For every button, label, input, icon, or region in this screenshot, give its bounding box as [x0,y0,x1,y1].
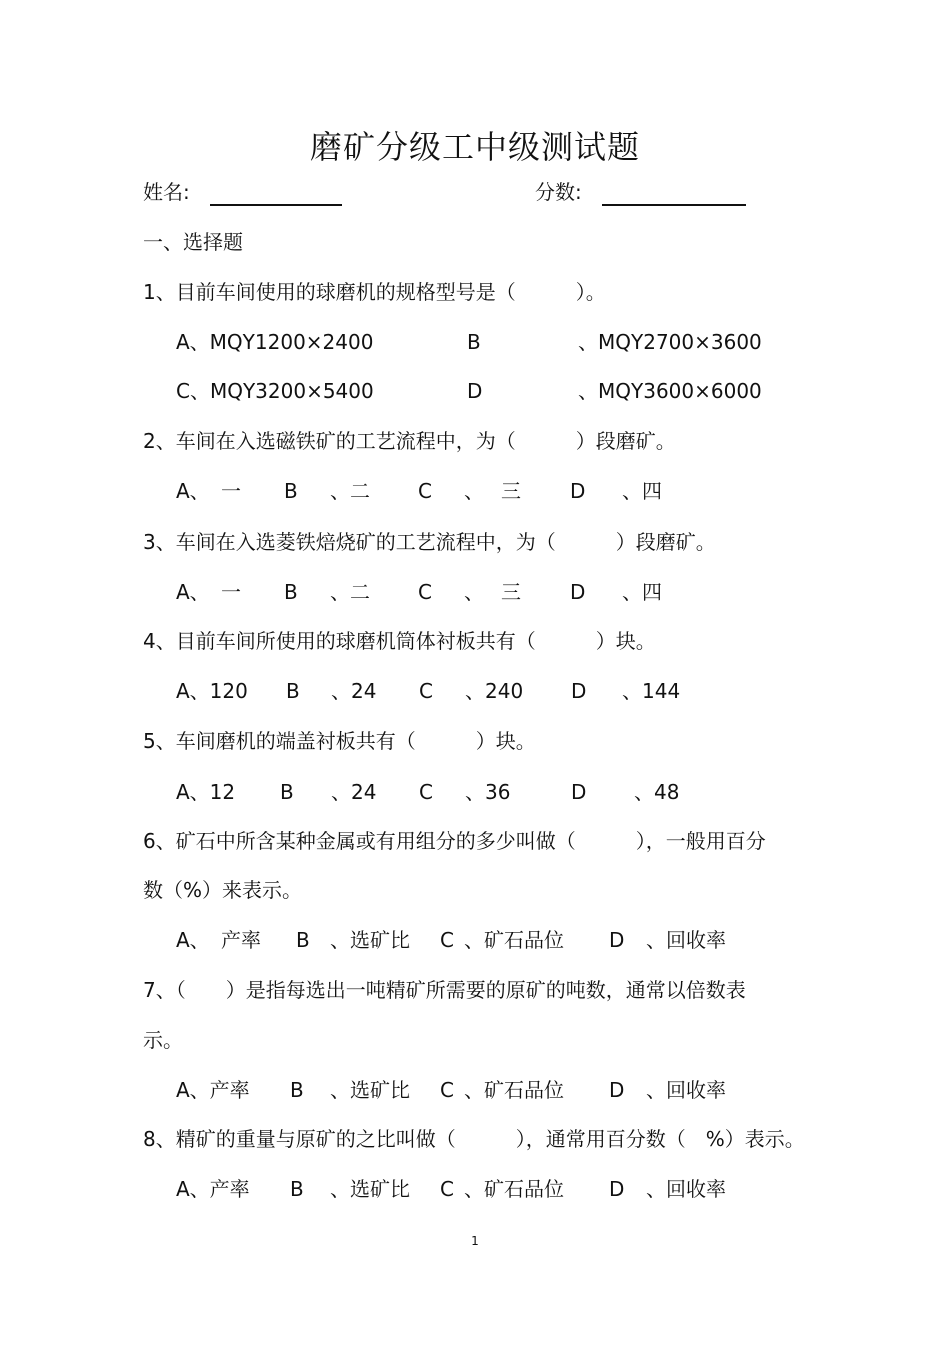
q6-option-b: 、选矿比 [330,928,410,952]
q7-option-d: 、回收率 [646,1078,726,1102]
q2-option-a-letter: A、 [176,479,210,503]
question-2: 2、车间在入选磁铁矿的工艺流程中，为（ ）段磨矿。 [143,429,676,453]
q3-option-a: 一 [221,580,241,604]
q4-option-b-letter: B [286,679,300,703]
q5-option-d: 、48 [634,780,680,804]
q7-option-a: A、产率 [176,1078,250,1102]
q3-option-b: 、二 [330,580,370,604]
score-blank-line [602,182,746,206]
name-field [143,178,342,206]
q8-option-b-letter: B [290,1177,304,1201]
q2-option-c-letter: C [418,479,432,503]
q6-option-c: 、矿石品位 [464,928,564,952]
q1-option-d-letter: D [467,379,483,403]
question-3: 3、车间在入选菱铁焙烧矿的工艺流程中，为（ ）段磨矿。 [143,530,716,554]
q5-option-b-letter: B [280,780,294,804]
q7-option-c-letter: C [440,1078,454,1102]
q3-option-c-sep: 、 [464,580,484,604]
q4-option-d: 、144 [622,679,681,703]
section-heading: 一、选择题 [143,230,243,254]
q5-option-d-letter: D [571,780,587,804]
q2-option-d-letter: D [570,479,586,503]
q3-option-d: 、四 [622,580,662,604]
name-blank-line [210,182,342,206]
q8-option-d-letter: D [609,1177,625,1201]
q1-option-d: 、MQY3600×6000 [578,379,762,403]
q5-option-a: A、12 [176,780,236,804]
question-5: 5、车间磨机的端盖衬板共有（ ）块。 [143,729,536,753]
q6-option-a-letter: A、 [176,928,210,952]
score-field [535,178,746,206]
question-6-line-2: 数（%）来表示。 [143,878,303,902]
q3-option-c: 三 [501,580,521,604]
q4-option-d-letter: D [571,679,587,703]
q2-option-c-sep: 、 [464,479,484,503]
question-7-line-2: 示。 [143,1028,183,1052]
name-label: 姓名: [143,180,190,204]
page-number: 1 [471,1234,479,1248]
q4-option-b: 、24 [331,679,377,703]
q2-option-d: 、四 [622,479,662,503]
q8-option-a: A、产率 [176,1177,250,1201]
q2-option-b: 、二 [330,479,370,503]
q5-option-c-letter: C [419,780,433,804]
q4-option-c-letter: C [419,679,433,703]
q8-option-c-letter: C [440,1177,454,1201]
q6-option-a: 产率 [221,928,261,952]
q7-option-b: 、选矿比 [330,1078,410,1102]
q2-option-b-letter: B [284,479,298,503]
document-title: 磨矿分级工中级测试题 [309,128,640,166]
question-8: 8、精矿的重量与原矿的之比叫做（ ），通常用百分数（ %）表示。 [143,1127,805,1151]
q1-option-a: A、MQY1200×2400 [176,330,374,354]
q8-option-c: 、矿石品位 [464,1177,564,1201]
q2-option-a: 一 [221,479,241,503]
q1-option-b: 、MQY2700×3600 [578,330,762,354]
question-4: 4、目前车间所使用的球磨机筒体衬板共有（ ）块。 [143,629,656,653]
q5-option-c: 、36 [465,780,511,804]
q3-option-d-letter: D [570,580,586,604]
q1-option-b-letter: B [467,330,481,354]
q6-option-d-letter: D [609,928,625,952]
q4-option-c: 、240 [465,679,524,703]
q4-option-a: A、120 [176,679,248,703]
q2-option-c: 三 [501,479,521,503]
question-6-line-1: 6、矿石中所含某种金属或有用组分的多少叫做（ ），一般用百分 [143,829,766,853]
q6-option-b-letter: B [296,928,310,952]
question-1: 1、目前车间使用的球磨机的规格型号是（ ）。 [143,280,606,304]
q5-option-b: 、24 [331,780,377,804]
q7-option-b-letter: B [290,1078,304,1102]
q6-option-d: 、回收率 [646,928,726,952]
q7-option-d-letter: D [609,1078,625,1102]
question-7-line-1: 7、（ ）是指每选出一吨精矿所需要的原矿的吨数，通常以倍数表 [143,978,746,1002]
q1-option-c: C、MQY3200×5400 [176,379,374,403]
score-label: 分数: [535,180,582,204]
q3-option-a-letter: A、 [176,580,210,604]
q8-option-b: 、选矿比 [330,1177,410,1201]
q8-option-d: 、回收率 [646,1177,726,1201]
q6-option-c-letter: C [440,928,454,952]
q3-option-c-letter: C [418,580,432,604]
q7-option-c: 、矿石品位 [464,1078,564,1102]
q3-option-b-letter: B [284,580,298,604]
